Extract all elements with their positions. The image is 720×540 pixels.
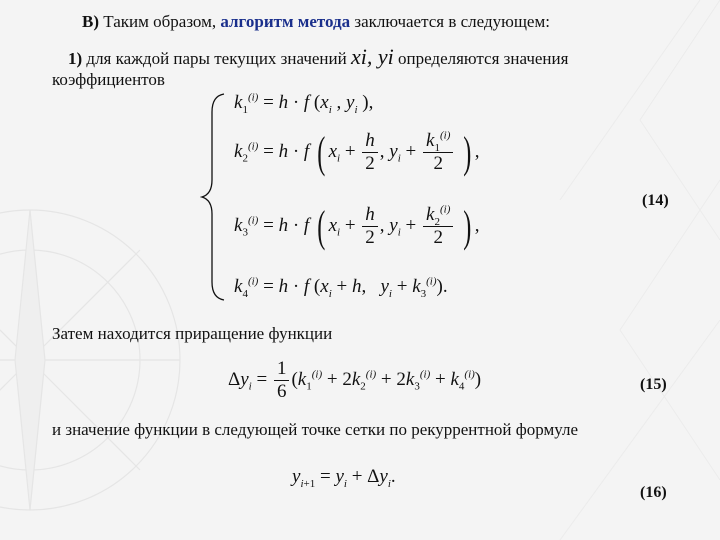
intro-highlight: алгоритм метода — [220, 12, 351, 31]
intro-text-after: заключается в следующем: — [350, 12, 550, 31]
text-increment: Затем находится приращение функции — [52, 324, 333, 343]
intro-line — [82, 12, 550, 32]
part-label: В) — [82, 12, 99, 31]
step1-text-after: определяются значения — [393, 49, 569, 68]
step1-line2: коэффициентов — [52, 70, 165, 89]
eq16-formula: $y_{i+1} = y_i + \Delta y_i$. — [292, 466, 396, 490]
eq16-number: (16) — [640, 484, 667, 501]
step1-vars: xi, yi — [350, 44, 394, 69]
eq15-formula: $\Delta y_i$ = $\frac{1}{6}$ $(k_1^{(i)} + 2k_2^{(i)} + 2k_3^{(i)} + k_4^{(i)})$ — [228, 358, 482, 402]
eq14-row-k3: $k_3^{(i)} = h \cdot f$ ( $x_i$ + $\frac{h}{2}$ , $y_i$ + $\frac{k_2^{(i)}}{2}$ ) , — [234, 201, 480, 251]
step1-line — [68, 44, 568, 70]
intro-text-before: Таким образом, — [99, 12, 221, 31]
eq15-number: (15) — [640, 376, 667, 393]
eq14-row-k1: $k_1^{(i)} = h \cdot f$ ($x_i$ , $y_i$ ), — [234, 91, 374, 116]
eq14-system — [200, 88, 520, 303]
step1-label: 1) — [68, 49, 83, 68]
step1-text-before: для каждой пары текущих значений — [82, 49, 351, 68]
text-recurrent: и значение функции в следующей точке сетки по рекуррентной формуле — [52, 420, 579, 439]
system-brace — [200, 92, 230, 302]
eq14-row-k2: $k_2^{(i)} = h \cdot f$ ( $x_i$ + $\frac{h}{2}$ , $y_i$ + $\frac{k_1^{(i)}}{2}$ ) , — [234, 127, 480, 177]
eq14-row-k4: $k_4^{(i)} = h \cdot f$ ($x_i + h$, $y_i + k_3^{(i)}$). — [234, 275, 448, 300]
eq14-number: (14) — [642, 192, 669, 209]
